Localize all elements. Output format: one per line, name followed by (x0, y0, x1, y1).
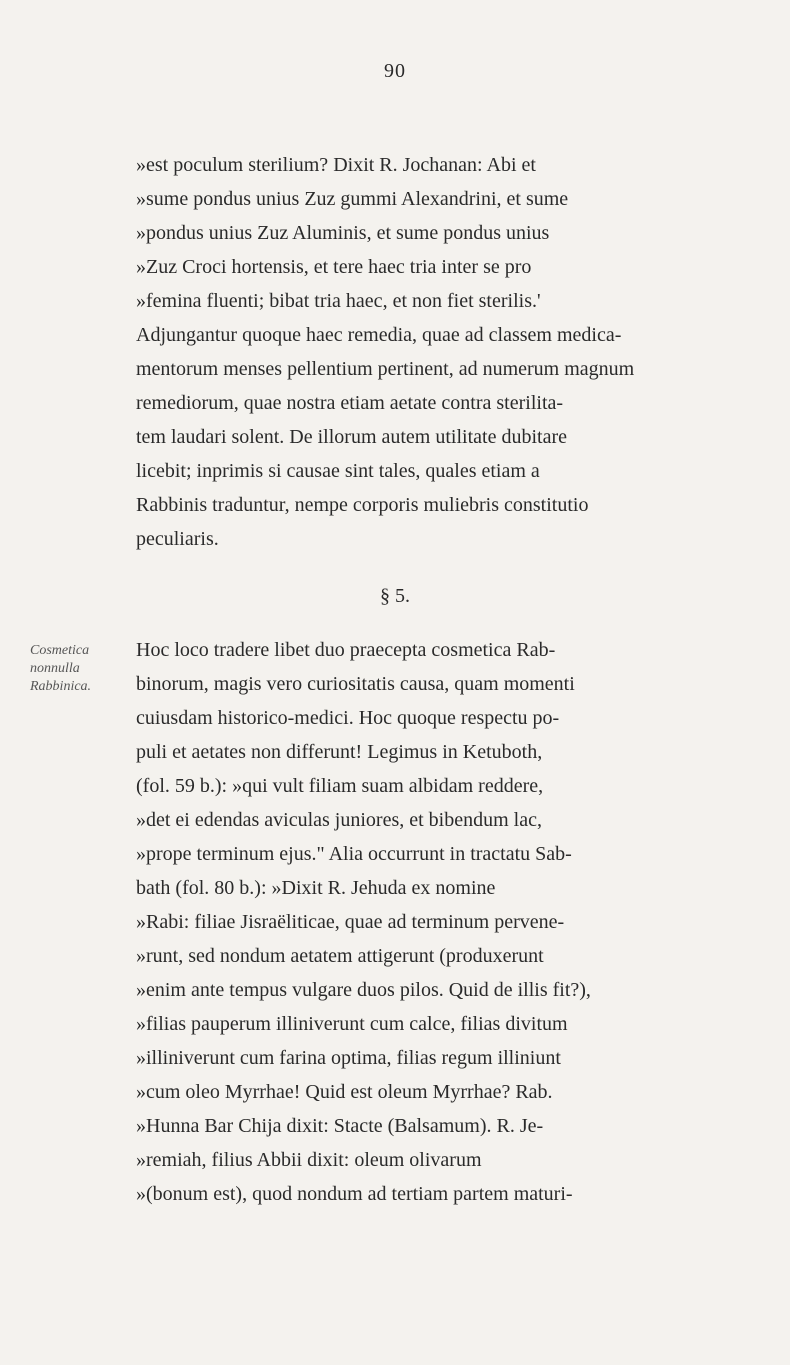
paragraph-1 (136, 148, 720, 556)
page-edge (790, 0, 800, 1365)
margin-note-line: Cosmetica (30, 643, 90, 658)
text-line: »runt, sed nondum aetatem attigerunt (produxerunt (136, 945, 544, 967)
text-line: »det ei edendas aviculas juniores, et bibendum lac, (136, 809, 542, 831)
text-line: Hoc loco tradere libet duo praecepta cosmetica Rab- (136, 639, 556, 661)
margin-note (30, 642, 130, 696)
text-line: Adjungantur quoque haec remedia, quae ad classem medica- (136, 324, 622, 346)
text-line: »prope terminum ejus." Alia occurrunt in tractatu Sab- (136, 843, 572, 865)
text-line: »(bonum est), quod nondum ad tertiam partem maturi- (136, 1183, 573, 1205)
margin-note-line: Rabbinica. (30, 679, 92, 694)
margin-note-line: nonnulla (30, 661, 80, 676)
text-line: »remiah, filius Abbii dixit: oleum olivarum (136, 1149, 482, 1171)
text-line: remediorum, quae nostra etiam aetate contra sterilita- (136, 392, 564, 414)
text-line: binorum, magis vero curiositatis causa, quam momenti (136, 673, 575, 695)
text-line: tem laudari solent. De illorum autem utilitate dubitare (136, 426, 567, 448)
text-line: »enim ante tempus vulgare duos pilos. Quid de illis fit?), (136, 979, 591, 1001)
text-line: »filias pauperum illiniverunt cum calce, filias divitum (136, 1013, 568, 1035)
text-line: »est poculum sterilium? Dixit R. Jochanan: Abi et (136, 154, 536, 176)
text-line: »Zuz Croci hortensis, et tere haec tria inter se pro (136, 256, 532, 278)
text-line: »illiniverunt cum farina optima, filias regum illiniunt (136, 1047, 561, 1069)
text-line: bath (fol. 80 b.): »Dixit R. Jehuda ex nomine (136, 877, 496, 899)
text-line: puli et aetates non differunt! Legimus in Ketuboth, (136, 741, 543, 763)
text-line: mentorum menses pellentium pertinent, ad numerum magnum (136, 358, 635, 380)
text-line: »sume pondus unius Zuz gummi Alexandrini, et sume (136, 188, 569, 210)
text-line: »Hunna Bar Chija dixit: Stacte (Balsamum). R. Je- (136, 1115, 544, 1137)
text-line: licebit; inprimis si causae sint tales, quales etiam a (136, 460, 540, 482)
text-line: »femina fluenti; bibat tria haec, et non fiet sterilis.' (136, 290, 541, 312)
text-line: »cum oleo Myrrhae! Quid est oleum Myrrhae? Rab. (136, 1081, 553, 1103)
paragraph-2 (136, 633, 720, 1211)
text-line: (fol. 59 b.): »qui vult filiam suam albidam reddere, (136, 775, 544, 797)
text-line: Rabbinis traduntur, nempe corporis muliebris constitutio (136, 494, 589, 516)
text-line: »pondus unius Zuz Aluminis, et sume pondus unius (136, 222, 550, 244)
text-line: »Rabi: filiae Jisraëliticae, quae ad terminum pervene- (136, 911, 565, 933)
text-line: cuiusdam historico-medici. Hoc quoque respectu po- (136, 707, 560, 729)
page-number: 90 (384, 60, 406, 82)
section-heading: § 5. (380, 585, 410, 607)
text-line: peculiaris. (136, 528, 219, 550)
